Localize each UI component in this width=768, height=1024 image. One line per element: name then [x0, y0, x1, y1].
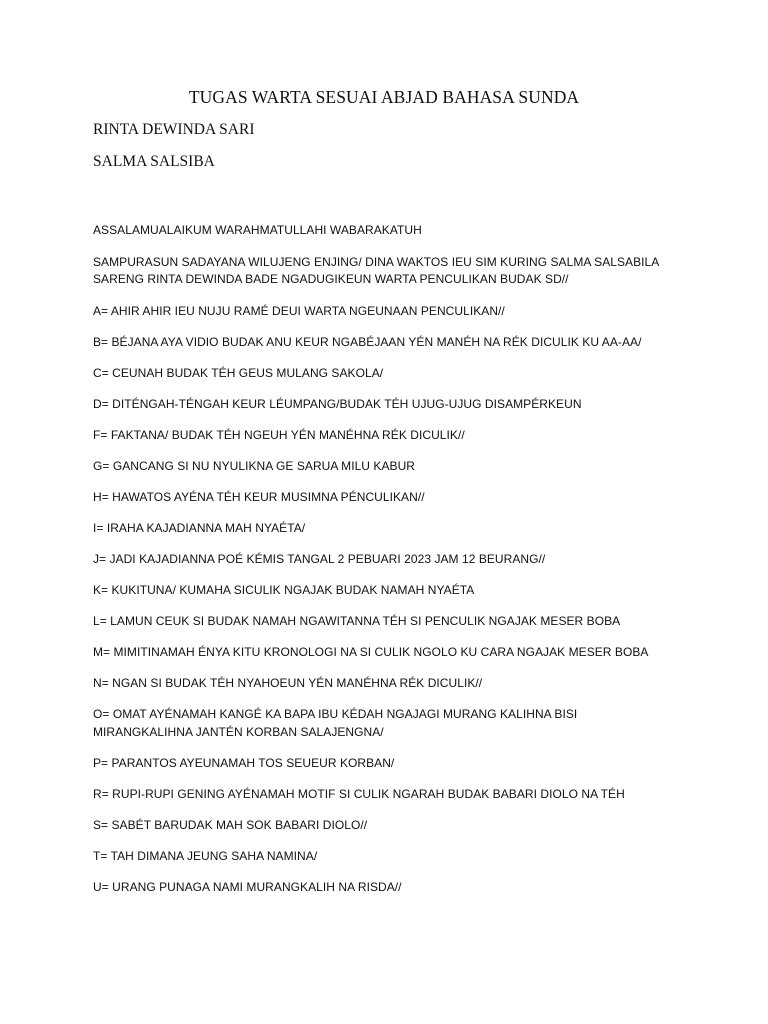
entry-line-l: L= LAMUN CEUK SI BUDAK NAMAH NGAWITANNA TÉH SI PENCULIK NGAJAK MESER BOBA [93, 614, 621, 628]
document-title: TUGAS WARTA SESUAI ABJAD BAHASA SUNDA [188, 87, 580, 107]
entry-line-i: I= IRAHA KAJADIANNA MAH NYAÉTA/ [93, 521, 306, 535]
author-name-1: RINTA DEWINDA SARI [93, 121, 255, 138]
entry-line-f: F= FAKTANA/ BUDAK TÉH NGEUH YÉN MANÉHNA RÉK DICULIK// [93, 428, 465, 442]
entry-line-r: R= RUPI-RUPI GENING AYÉNAMAH MOTIF SI CULIK NGARAH BUDAK BABARI DIOLO NA TÉH [93, 787, 625, 801]
greeting-line: ASSALAMUALAIKUM WARAHMATULLAHI WABARAKATUH [93, 223, 422, 237]
entry-line-c: C= CEUNAH BUDAK TÉH GEUS MULANG SAKOLA/ [93, 366, 384, 380]
entry-line-u: U= URANG PUNAGA NAMI MURANGKALIH NA RISDA// [93, 880, 402, 894]
entry-line-d: D= DITÉNGAH-TÉNGAH KEUR LÉUMPANG/BUDAK TÉH UJUG-UJUG DISAMPÉRKEUN [93, 397, 582, 411]
entry-line-j: J= JADI KAJADIANNA POÉ KÉMIS TANGAL 2 PEBUARI 2023 JAM 12 BEURANG// [93, 552, 546, 566]
entry-line-h: H= HAWATOS AYÉNA TÉH KEUR MUSIMNA PÉNCULIKAN// [93, 490, 425, 504]
entry-line-t: T= TAH DIMANA JEUNG SAHA NAMINA/ [93, 849, 318, 863]
entry-line-g: G= GANCANG SI NU NYULIKNA GE SARUA MILU KABUR [93, 459, 415, 473]
entry-line-n: N= NGAN SI BUDAK TÉH NYAHOEUN YÉN MANÉHNA RÉK DICULIK// [93, 676, 483, 690]
entry-line-p: P= PARANTOS AYEUNAMAH TOS SEUEUR KORBAN/ [93, 756, 395, 770]
entry-line-o-continued: MIRANGKALIHNA JANTÉN KORBAN SALAJENGNA/ [93, 725, 384, 739]
opening-line-1: SAMPURASUN SADAYANA WILUJENG ENJING/ DINA WAKTOS IEU SIM KURING SALMA SALSABILA [93, 255, 660, 269]
entry-line-s: S= SABÉT BARUDAK MAH SOK BABARI DIOLO// [93, 818, 368, 832]
entry-line-k: K= KUKITUNA/ KUMAHA SICULIK NGAJAK BUDAK NAMAH NYAÉTA [93, 583, 475, 597]
entry-line-o: O= OMAT AYÉNAMAH KANGÉ KA BAPA IBU KÉDAH NGAJAGI MURANG KALIHNA BISI [93, 707, 578, 721]
entry-line-a: A= AHIR AHIR IEU NUJU RAMÉ DEUI WARTA NGEUNAAN PENCULIKAN// [93, 304, 505, 318]
opening-line-2: SARENG RINTA DEWINDA BADE NGADUGIKEUN WARTA PENCULIKAN BUDAK SD// [93, 272, 569, 286]
entry-line-m: M= MIMITINAMAH ÉNYA KITU KRONOLOGI NA SI CULIK NGOLO KU CARA NGAJAK MESER BOBA [93, 645, 649, 659]
entry-line-b: B= BÉJANA AYA VIDIO BUDAK ANU KEUR NGABÉJAAN YÉN MANÉH NA RÉK DICULIK KU AA-AA/ [93, 335, 642, 349]
author-name-2: SALMA SALSIBA [93, 153, 215, 170]
